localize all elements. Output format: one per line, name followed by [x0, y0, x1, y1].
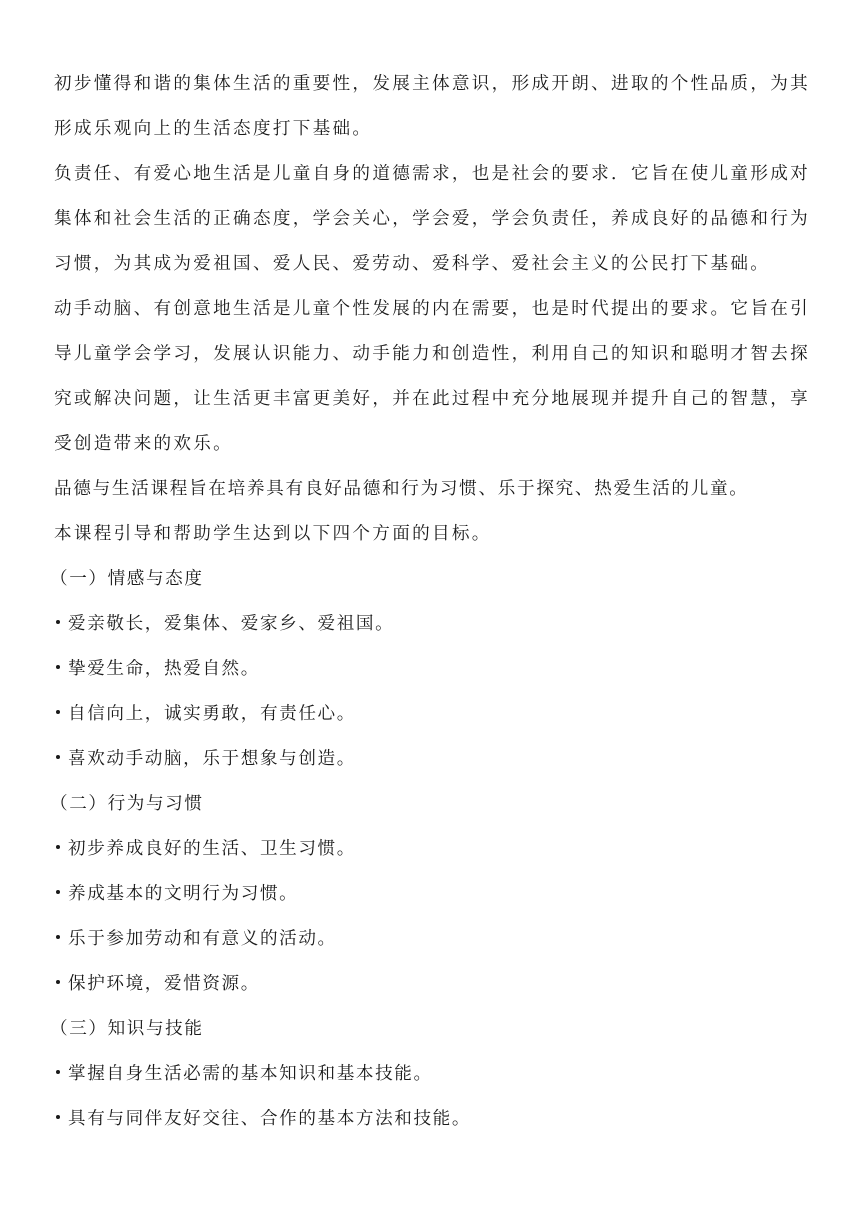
list-item — [54, 1097, 810, 1142]
section-heading: （一）情感与态度 — [50, 569, 204, 589]
bullet-icon — [56, 935, 60, 939]
bullet-icon — [56, 665, 60, 669]
section-emotion-attitude — [50, 557, 810, 782]
bullet-icon — [56, 755, 60, 759]
paragraph-goals-intro: 本课程引导和帮助学生达到以下四个方面的目标。 — [54, 524, 492, 544]
list-item — [54, 827, 810, 872]
list-item-text: 保护环境，爱惜资源。 — [68, 974, 260, 994]
bullet-icon — [56, 710, 60, 714]
bullet-icon — [56, 890, 60, 894]
bullet-icon — [56, 1070, 60, 1074]
list-item-text: 挚爱生命，热爱自然。 — [68, 659, 260, 679]
bullet-icon — [56, 980, 60, 984]
section-heading: （三）知识与技能 — [50, 1019, 204, 1039]
section-knowledge-skills — [50, 1007, 810, 1142]
list-item-text: 爱亲敬长，爱集体、爱家乡、爱祖国。 — [68, 614, 395, 634]
section-behavior-habits — [50, 782, 810, 1007]
list-item — [54, 737, 810, 782]
list-item-text: 初步养成良好的生活、卫生习惯。 — [68, 839, 356, 859]
list-item — [54, 917, 810, 962]
list-item-text: 掌握自身生活必需的基本知识和基本技能。 — [68, 1064, 433, 1084]
paragraph-responsibility: 负责任、有爱心地生活是儿童自身的道德需求，也是社会的要求．它旨在使儿童形成对集体和社会生活的正确态度，学会关心，学会爱，学会负责任，养成良好的品德和行为习惯，为其成为爱祖国、爱人民、爱劳动、爱科学、爱社会主义的公民打下基础。 — [54, 164, 810, 274]
list-item — [54, 692, 810, 737]
bullet-icon — [56, 620, 60, 624]
list-item-text: 养成基本的文明行为习惯。 — [68, 884, 299, 904]
list-item — [54, 962, 810, 1007]
list-item-text: 喜欢动手动脑，乐于想象与创造。 — [68, 749, 356, 769]
document-body — [50, 62, 810, 1142]
list-item-text: 具有与同伴友好交往、合作的基本方法和技能。 — [68, 1109, 472, 1129]
list-item — [54, 872, 810, 917]
paragraph-creativity: 动手动脑、有创意地生活是儿童个性发展的内在需要，也是时代提出的要求。它旨在引导儿童学会学习，发展认识能力、动手能力和创造性，利用自己的知识和聪明才智去探究或解决问题，让生活更丰富更美好，并在此过程中充分地展现并提升自己的智慧，享受创造带来的欢乐。 — [54, 299, 810, 454]
list-item-text: 乐于参加劳动和有意义的活动。 — [68, 929, 337, 949]
list-item — [54, 602, 810, 647]
paragraph-collective-life: 初步懂得和谐的集体生活的重要性，发展主体意识，形成开朗、进取的个性品质，为其形成乐观向上的生活态度打下基础。 — [54, 74, 810, 139]
list-item-text: 自信向上，诚实勇敢，有责任心。 — [68, 704, 356, 724]
list-item — [54, 1052, 810, 1097]
section-heading: （二）行为与习惯 — [50, 794, 204, 814]
paragraph-course-aim: 品德与生活课程旨在培养具有良好品德和行为习惯、乐于探究、热爱生活的儿童。 — [54, 479, 749, 499]
bullet-icon — [56, 1115, 60, 1119]
bullet-icon — [56, 845, 60, 849]
list-item — [54, 647, 810, 692]
